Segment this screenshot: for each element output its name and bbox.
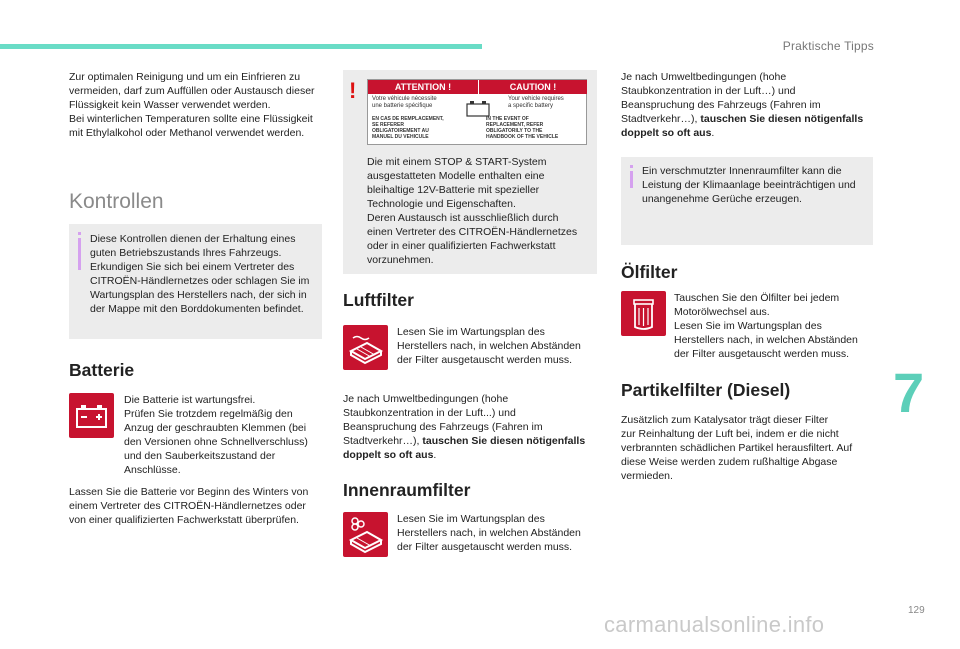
battery-label-image bbox=[367, 79, 587, 145]
label-en-small: IN THE EVENT OF REPLACEMENT, REFER OBLIGATORILY TO THE HANDBOOK OF THE VEHICLE bbox=[486, 116, 559, 140]
partikelfilter-heading: Partikelfilter (Diesel) bbox=[621, 380, 791, 400]
batterie-heading: Batterie bbox=[69, 360, 135, 380]
air-filter-icon bbox=[343, 325, 388, 370]
battery-icon bbox=[69, 393, 114, 438]
label-fr-text: Votre véhicule nécessite une batterie spécifique bbox=[372, 96, 437, 109]
batterie-after-text: Lassen Sie die Batterie vor Beginn des Winters von einem Vertreter des CITROËN-Händlernetzes oder von einer qualifizierten Fachwerkstatt überprüfen. bbox=[69, 486, 309, 526]
luftfilter-text: Lesen Sie im Wartungsplan des Herstellers nach, in welchen Abständen der Filter ausgetauscht werden muss. bbox=[397, 326, 581, 366]
chapter-number: 7 bbox=[893, 361, 925, 424]
label-caution: CAUTION ! bbox=[478, 80, 587, 94]
luftfilter-after-text: Je nach Umweltbedingungen (hohe Staubkonzentration in der Luft...) und Beanspruchung des Fahrzeugs (Fahren im Stadtverkehr…), tauschen Sie diesen nötigenfalls doppelt so oft aus. bbox=[343, 393, 586, 461]
warning-icon: ! bbox=[349, 78, 357, 103]
page-number: 129 bbox=[908, 605, 925, 616]
luftfilter-heading: Luftfilter bbox=[343, 290, 414, 310]
oelfilter-heading: Ölfilter bbox=[621, 262, 678, 282]
battery-small-icon bbox=[464, 98, 492, 118]
batterie-text: Die Batterie ist wartungsfrei. Prüfen Sie trotzdem regelmäßig den Anzug der geschraubten Klemmen (bei den Versionen ohne Schnellverschluss) und den Sauberkeitszustand der Anschlüsse. bbox=[124, 394, 308, 476]
watermark: carmanualsonline.info bbox=[604, 612, 825, 637]
innenraum-after-text: Je nach Umweltbedingungen (hohe Staubkonzentration in der Luft…) und Beanspruchung des Fahrzeugs (Fahren im Stadtverkehr…), tauschen Sie diesen nötigenfalls doppelt so oft aus. bbox=[621, 71, 864, 139]
partikelfilter-text: Zusätzlich zum Katalysator trägt dieser Filter zur Reinhaltung der Luft bei, indem er die nicht verbrannten schädlichen Partikel herausfiltert. Auf diese Weise werden zudem rußhaltige Abgase vermieden. bbox=[621, 414, 853, 482]
cabin-filter-icon bbox=[343, 512, 388, 557]
innenraumfilter-text: Lesen Sie im Wartungsplan des Herstellers nach, in welchen Abständen der Filter ausgetauscht werden muss. bbox=[397, 513, 581, 553]
label-en-text: Your vehicle requires a specific battery bbox=[508, 96, 564, 109]
info-icon bbox=[630, 171, 633, 188]
oelfilter-text: Tauschen Sie den Ölfilter bei jedem Motorölwechsel aus. Lesen Sie im Wartungsplan des Herstellers nach, in welchen Abständen der Filter ausgetauscht werden muss. bbox=[674, 292, 858, 360]
header-accent-bar bbox=[0, 44, 482, 49]
label-attention: ATTENTION ! bbox=[368, 80, 478, 94]
kontrollen-heading: Kontrollen bbox=[69, 190, 164, 213]
section-title: Praktische Tipps bbox=[782, 39, 874, 53]
oil-filter-icon bbox=[621, 291, 666, 336]
kontrollen-note: Diese Kontrollen dienen der Erhaltung eines guten Betriebszustands Ihres Fahrzeugs. Erkundigen Sie sich bei einem Vertreter des CITROËN-Händlernetzes oder schlagen Sie im Wartungsplan des Herstellers nach, der sich in der Mappe mit den Borddokumenten befindet. bbox=[69, 224, 322, 339]
battery-warning-note: ! ATTENTION ! CAUTION ! Votre véhicule nécessite une batterie spécifique Your vehicle requires a specific battery EN CAS DE REMPLACEMENT, SE REFERER OBLIGATOIREMENT AU MANUEL DU VEHICULE IN THE EVENT OF REPLACEMENT, REFER OBLIGATORILY TO THE HANDBOOK OF THE VEHICLE Die mit einem STOP & START-System ausgestatteten Modelle enthalten eine bleihaltige 12V-Batterie mit spezieller Technologie und Eigenschaften. Deren Austausch ist ausschließlich durch einen Vertreter des CITROËN-Händlernetzes oder in einer qualifizierten Fachwerkstatt vorzunehmen. bbox=[343, 70, 597, 274]
innenraumfilter-heading: Innenraumfilter bbox=[343, 480, 471, 500]
innenraum-note: Ein verschmutzter Innenraumfilter kann die Leistung der Klimaanlage beeinträchtigen und unangenehme Gerüche erzeugen. bbox=[621, 157, 873, 245]
info-icon bbox=[78, 238, 81, 270]
intro-paragraph: Zur optimalen Reinigung und um ein Einfrieren zu vermeiden, darf zum Auffüllen oder Austausch dieser Flüssigkeit kein Wasser verwendet werden. Bei winterlichen Temperaturen sollte eine Flüssigkeit mit Ethylalkohol oder Methanol verwendet werden. bbox=[69, 71, 315, 139]
label-fr-small: EN CAS DE REMPLACEMENT, SE REFERER OBLIGATOIREMENT AU MANUEL DU VEHICULE bbox=[372, 116, 444, 140]
